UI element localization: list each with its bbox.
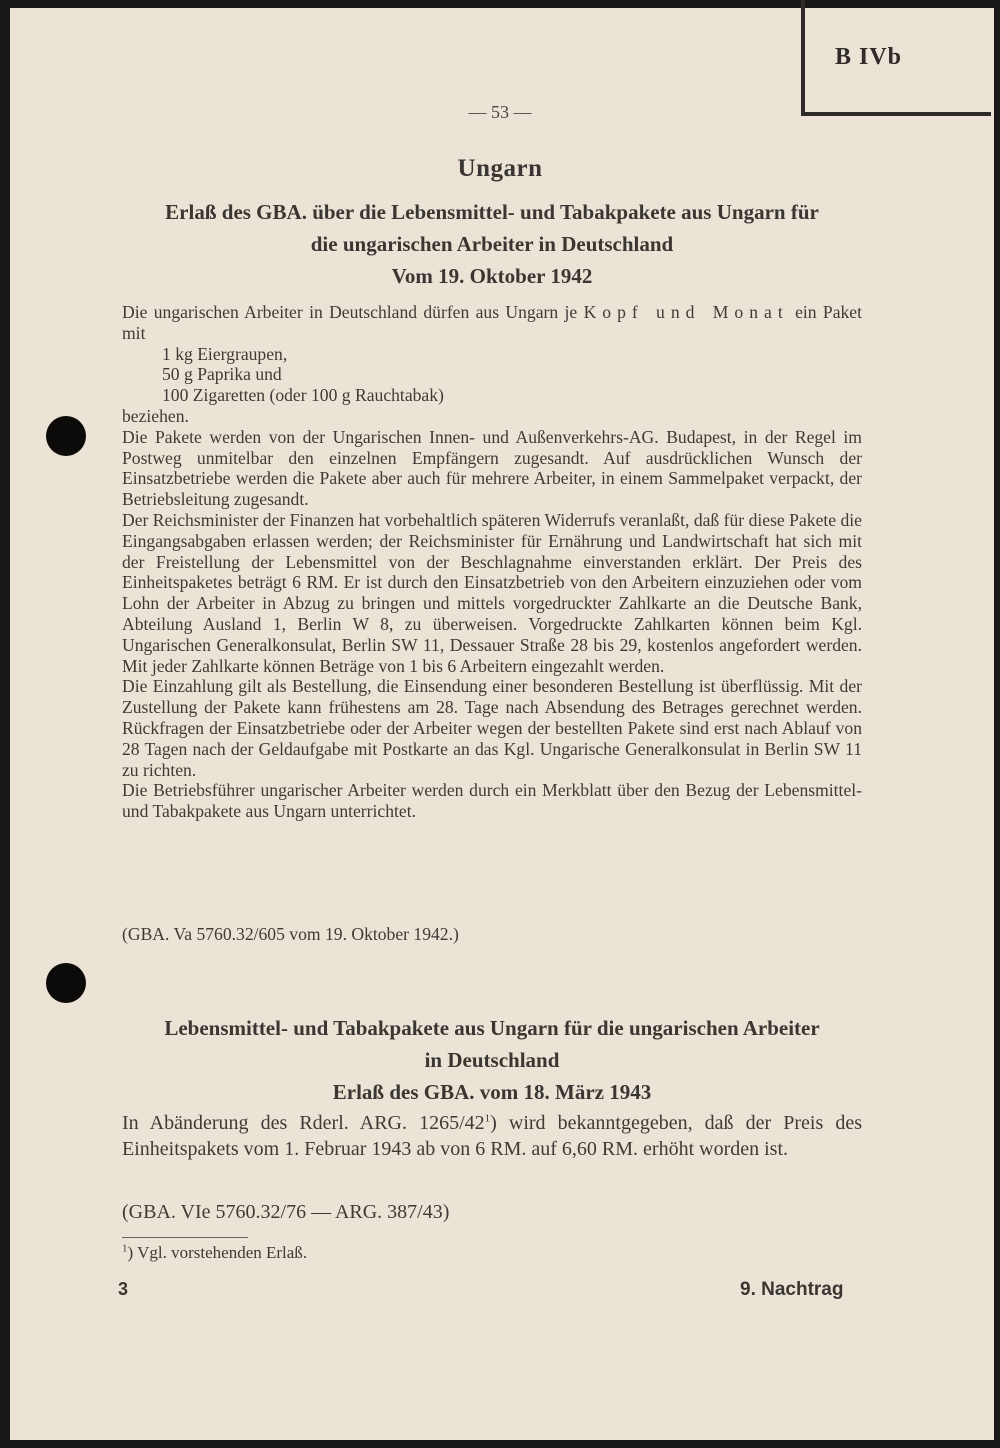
decree1-body [122,302,862,822]
paragraph: Der Reichsminister der Finanzen hat vorbehaltlich späteren Widerrufs veranlaßt, daß für diese Pakete die Eingangsabgaben erlassen werden; der Reichsminister für Ernährung und Landwirtschaft hat sich mit der Freistellung der Lebensmittel von der Beschlagnahme einverstanden erklärt. Der Preis des Einheitspaketes beträgt 6 RM. Er ist durch den Einsatzbetrieb von den Arbeitern einzuziehen oder vom Lohn der Arbeiter in Abzug zu bringen und mittels vorgedruckter Zahlkarte an die Deutsche Bank, Abteilung Ausland 1, Berlin W 8, zu überweisen. Vorgedruckte Zahlkarten können beim Kgl. Ungarischen Generalkonsulat, Berlin SW 11, Dessauer Straße 28 bis 29, kostenlos angefordert werden. Mit jeder Zahlkarte können Beträge von 1 bis 6 Arbeitern eingezahlt werden. [122,509,862,676]
footnote-mark: 1 [484,1112,491,1125]
paragraph: Die Einzahlung gilt als Bestellung, die Einsendung einer besonderen Bestellung ist überflüssig. Mit der Zustellung der Pakete kann frühestens am 28. Tage nach Absendung des Betrages gerechnet werden. Rückfragen der Einsatzbetriebe oder der Arbeiter wegen der bestellten Pakete sind erst nach Ablauf von 28 Tagen nach der Geldaufgabe mit Postkarte an das Kgl. Ungarische Generalkonsulat in Berlin SW 11 zu richten. [122,676,862,780]
punch-hole [46,416,86,456]
decree2-heading-line: Lebensmittel- und Tabakpakete aus Ungarn für die ungarischen Arbeiter [164,1016,820,1040]
decree1-heading [122,196,862,292]
decree2-date: Erlaß des GBA. vom 18. März 1943 [332,1080,652,1104]
footnote-mark: 1 [122,1242,128,1255]
footnote: $^1$) Vgl. vorstehenden Erlaß. [122,1242,308,1262]
section-code: B IVb [835,44,903,70]
paragraph: beziehen. [122,405,189,426]
paragraph: In Abänderung des Rderl. ARG. $1265/42^1$) wird bekanntgegeben, daß der Preis des Einheitspakets vom 1. Februar 1943 ab von 6 RM. auf 6,60 RM. erhöht worden ist. [122,1112,863,1160]
decree1-heading-line: die ungarischen Arbeiter in Deutschland [310,232,674,256]
punch-hole [46,963,86,1003]
section-code-box [801,0,991,116]
decree2-heading-line: in Deutschland [424,1048,560,1072]
decree2-heading [122,1012,862,1108]
section-title: Ungarn [457,155,543,182]
paragraph: Die Pakete werden von der Ungarischen Innen- und Außenverkehrs-AG. Budapest, in der Regel im Postweg unmitelbar den einzelnen Empfängern zugesandt. Auf ausdrücklichen Wunsch der Einsatzbetriebe werden die Pakete aber auch für mehrere Arbeiter, in einem Sammelpaket verpackt, der Betriebsleitung zugesandt. [122,426,862,510]
decree1-date: Vom 19. Oktober 1942 [391,264,593,288]
footer-supplement: 9. Nachtrag [740,1279,844,1300]
item-list [122,344,862,406]
decree1-intro: Die ungarischen Arbeiter in Deutschland dürfen aus Ungarn je Kopf und Monat ein Paket mit [122,302,862,343]
list-item: 50 g Paprika und [162,364,282,385]
paragraph: Die Betriebsführer ungarischer Arbeiter werden durch ein Merkblatt über den Bezug der Lebensmittel- und Tabakpakete aus Ungarn unterrichtet. [122,780,862,822]
footnote-divider [122,1237,248,1238]
decree1-reference: (GBA. Va 5760.32/605 vom 19. Oktober 1942.) [122,924,459,944]
page-number: — 53 — [468,102,532,122]
decree1-heading-line: Erlaß des GBA. über die Lebensmittel- und Tabakpakete aus Ungarn für [165,200,819,224]
decree2-reference: (GBA. VIe 5760.32/76 — ARG. 387/43) [122,1201,450,1223]
footer-sheet-number: 3 [118,1279,129,1299]
decree2-body [122,1110,862,1162]
emphasis-text: Kopf und Monat [583,302,789,322]
list-item: 100 Zigaretten (oder 100 g Rauchtabak) [162,385,444,406]
list-item: 1 kg Eiergraupen, [162,343,288,364]
